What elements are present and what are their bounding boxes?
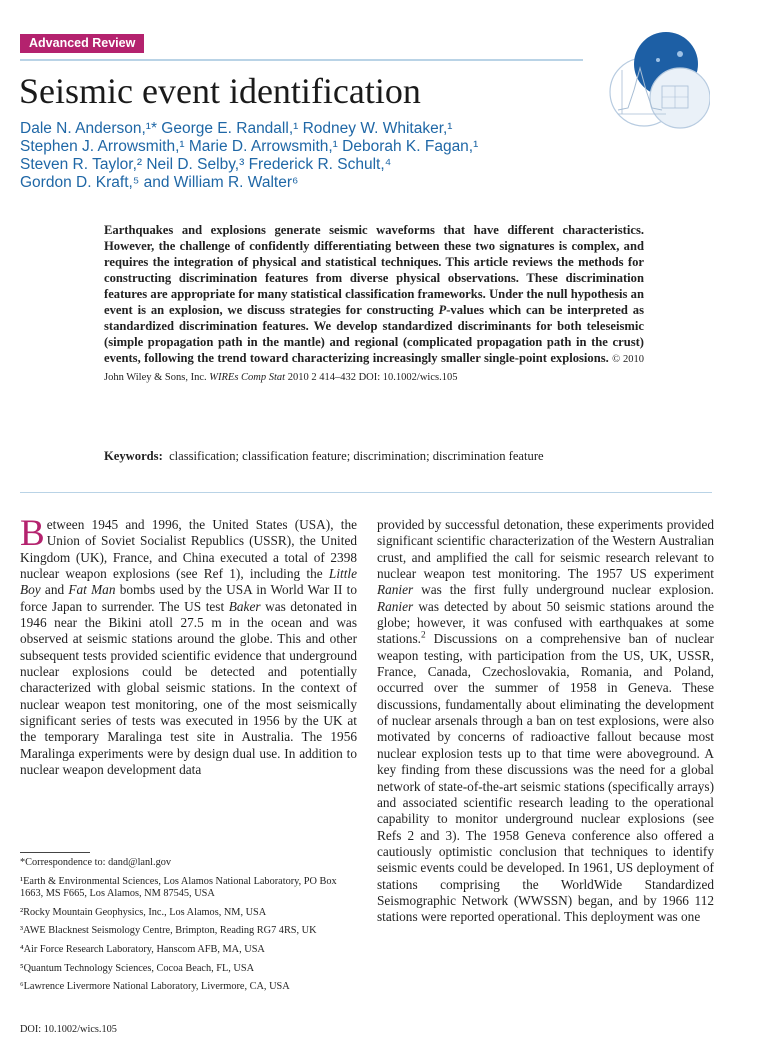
footnote-affiliation: ³AWE Blacknest Seismology Centre, Brimpton, Reading RG7 4RS, UK [20, 925, 317, 937]
author-line: Dale N. Anderson,¹* George E. Randall,¹ Rodney W. Whitaker,¹ [20, 120, 453, 137]
keywords [104, 448, 644, 464]
body-italic: Ranier [377, 582, 414, 598]
header-rule [20, 59, 583, 61]
footnote-affiliation: ⁴Air Force Research Laboratory, Hanscom AFB, MA, USA [20, 943, 265, 955]
body-column-right [377, 517, 714, 926]
keywords-label: Keywords: [104, 449, 163, 463]
footnote-affiliation: ⁶Lawrence Livermore National Laboratory, Livermore, CA, USA [20, 981, 290, 993]
body-text: provided by successful detonation, these experiments provided significant scientific characterization of the Western Australian crust, and amplified the call for seismic research relevant to nuclear weapon test monitoring. The 1957 US experiment [377, 517, 714, 582]
citation-suffix: 2010 2 414–432 DOI: 10.1002/wics.105 [287, 372, 458, 383]
abstract-text: Earthquakes and explosions generate seismic waveforms that have different characteristics. However, the challenge of confidently differentiating between these two signatures is complex, and requires the integration of physical and statistical techniques. This article reviews the methods for constructing discrimination features from diverse physical observations. These discrimination features are appropriate for many statistical classification frameworks. Under the null hypothesis an event is an explosion, we discuss strategies for constructing [104, 223, 644, 317]
article-title: Seismic event identification [19, 71, 421, 111]
abstract-italic-p: P [438, 303, 447, 317]
body-italic: Ranier [377, 598, 414, 614]
body-text: was detonated in 1946 near the Bikini atoll 27.5 m in the ocean and was observed at seismic stations around the globe. This and other subsequent tests provided scientific evidence that underground nuclear explosions could be detected and potentially characterized with global seismic stations. In the context of nuclear weapon test monitoring, one of the most seismically significant series of tests was executed in 1956 by the UK at the temporary Maralinga test site in Australia. The 1956 Maralinga experiments were by design dual use. In addition to nuclear weapon development data [20, 598, 357, 778]
body-text: was the first fully underground nuclear explosion. [413, 582, 714, 598]
abstract [104, 222, 644, 386]
body-text: bombs used by the USA in World War II to force Japan to surrender. The US test [20, 582, 357, 614]
body-text: Discussions on a comprehensive ban of nuclear weapon testing, with participation from the US, UK, USSR, France, Canada, Czechoslovakia, Romania, and Poland, occurred over the summer of 1958 in Geneva. These discussions, fundamentally about eliminating the development of nuclear arsenals through a ban on test explosions, were also motivated by concerns of radioactive fallout because most nuclear explosion tests up to that time were aboveground. A key finding from these discussions was the need for a global network of state-of-the-art seismic stations (specifically arrays) and associated scientific research leading to the operational capability to monitor underground nuclear explosions (see Refs 2 and 3). The 1958 Geneva conference also offered a cautiously optimistic conclusion that techniques to identify seismic events could be developed. In 1961, US deployment of stations comprising the WorldWide Standardized Seismographic Network (WWSSN) began, and by 1966 112 stations were reported operational. This deployment was one [377, 631, 714, 925]
footnotes [20, 857, 360, 1000]
footnote-affiliation: ⁵Quantum Technology Sciences, Cocoa Beach, FL, USA [20, 962, 255, 974]
drop-cap: B [20, 513, 45, 554]
body-text: and [40, 582, 69, 598]
citation-prefix: © 2010 John Wiley & Sons, Inc. [104, 354, 644, 383]
reference-superscript: 2 [420, 630, 426, 641]
citation-journal: WIREs Comp Stat [209, 372, 286, 383]
body-italic: Little Boy [20, 566, 357, 598]
author-line: Steven R. Taylor,² Neil D. Selby,³ Frederick R. Schult,⁴ [20, 156, 392, 173]
footnote-affiliation: ¹Earth & Environmental Sciences, Los Alamos National Laboratory, PO Box 1663, MS F665, Los Alamos, NM 87545, USA [20, 875, 337, 900]
keywords-text: classification; classification feature; discrimination; discrimination feature [169, 449, 544, 463]
body-text: etween 1945 and 1996, the United States (USA), the Union of Soviet Socialist Republics (USSR), the United Kingdom (UK), France, and China executed a total of 2398 nuclear weapon explosions (see Ref 1), including the [20, 517, 357, 582]
author-line: Stephen J. Arrowsmith,¹ Marie D. Arrowsmith,¹ Deborah K. Fagan,¹ [20, 138, 479, 155]
author-line: Gordon D. Kraft,⁵ and William R. Walter⁶ [20, 174, 299, 191]
body-italic: Baker [228, 598, 261, 614]
footnote-affiliation: ²Rocky Mountain Geophysics, Inc., Los Alamos, NM, USA [20, 906, 267, 918]
body-italic: Fat Man [68, 582, 116, 598]
body-text: was detected by about 50 seismic stations around the globe; however, it was confused with earthquakes at some stations. [377, 598, 714, 647]
abstract-text: -values which can be interpreted as standardized discrimination features. We develop standardized discriminants for both teleseismic (simple propagation path in the mantle) and regional (complicated propagation path in the crust) events, following the trend toward characterizing increasingly smaller single-point explosions. [104, 303, 644, 365]
body-column-left [20, 513, 357, 779]
footnote-correspondence: *Correspondence to: dand@lanl.gov [20, 857, 172, 868]
author-list [20, 120, 620, 192]
footnote-rule [20, 852, 90, 853]
section-divider [20, 492, 712, 493]
section-badge: Advanced Review [20, 34, 144, 53]
doi-footer: DOI: 10.1002/wics.105 [20, 1024, 117, 1035]
